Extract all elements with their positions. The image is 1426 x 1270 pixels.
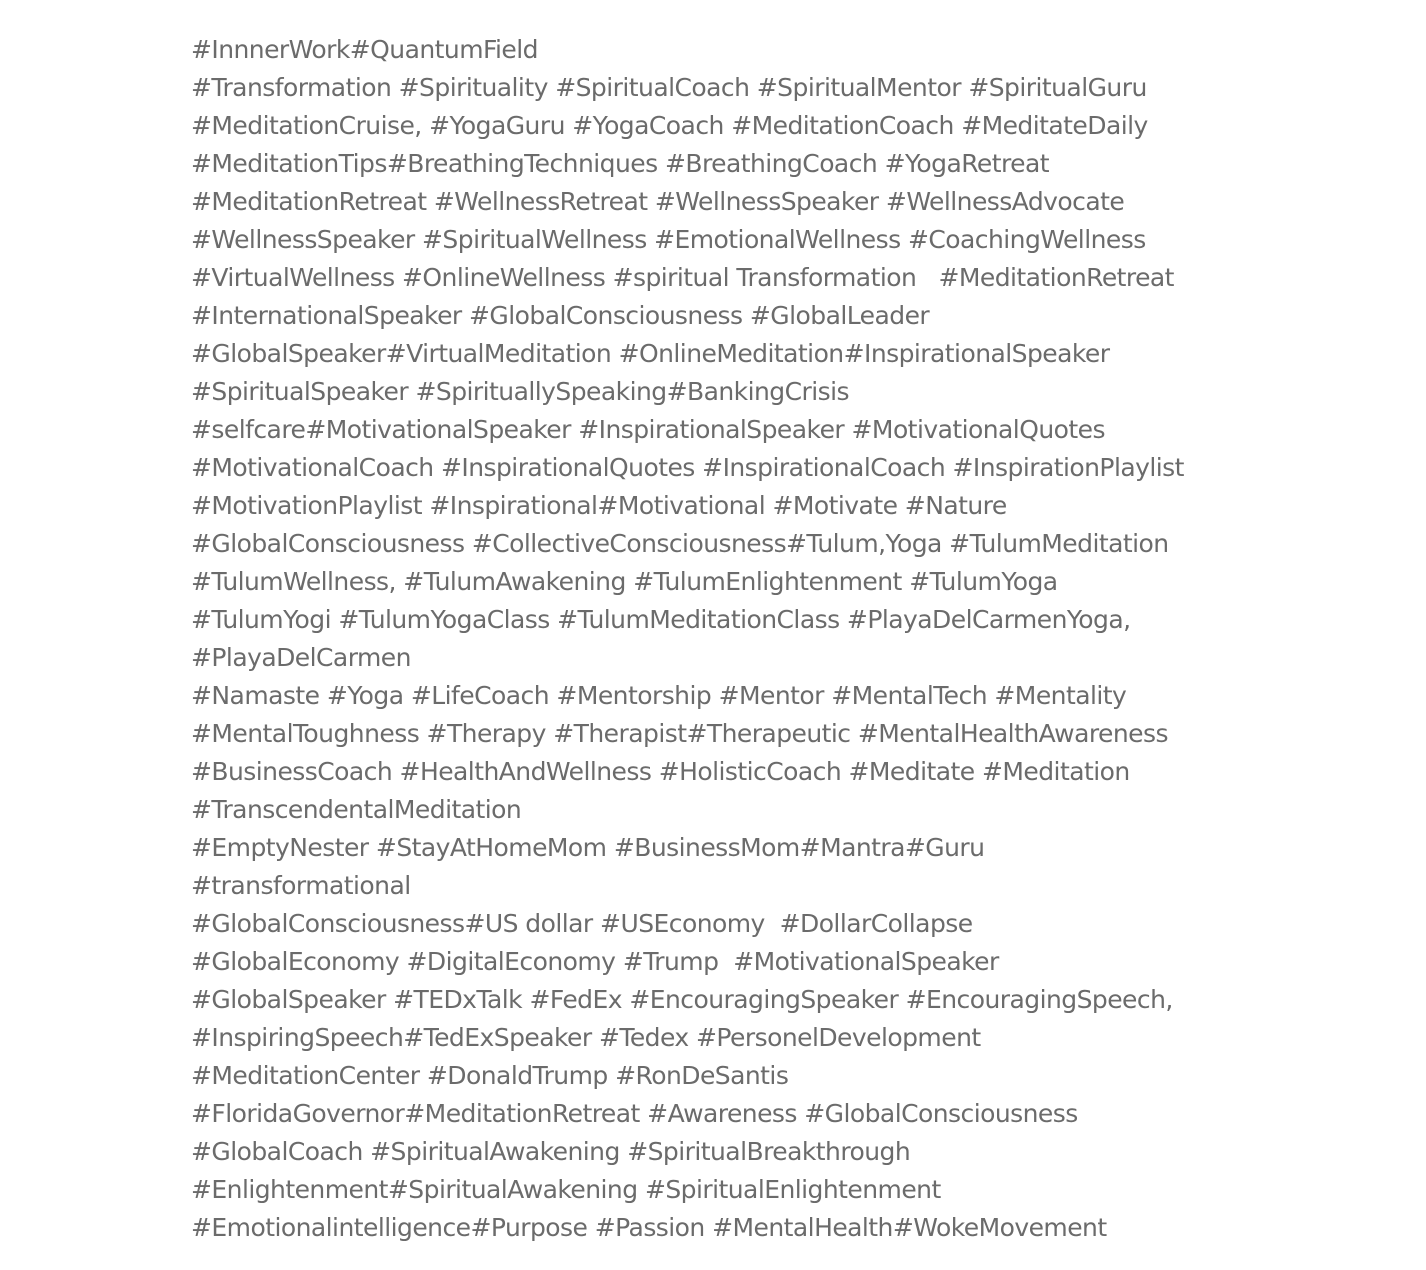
hashtag-line: #TulumYogi #TulumYogaClass #TulumMeditationClass #PlayaDelCarmenYoga, <box>191 605 1131 634</box>
hashtag-line: #WellnessSpeaker #SpiritualWellness #EmotionalWellness #CoachingWellness <box>191 225 1146 254</box>
hashtag-line: #MentalToughness #Therapy #Therapist#Therapeutic #MentalHealthAwareness <box>191 719 1168 748</box>
hashtag-line: #transformational <box>191 871 411 900</box>
hashtag-line: #GlobalConsciousness#US dollar #USEconomy #DollarCollapse <box>191 909 973 938</box>
hashtag-line: #Emotionalintelligence#Purpose #Passion #MentalHealth#WokeMovement <box>191 1213 1107 1242</box>
hashtag-line: #Namaste #Yoga #LifeCoach #Mentorship #Mentor #MentalTech #Mentality <box>191 681 1127 710</box>
hashtag-line: #PlayaDelCarmen <box>191 643 411 672</box>
hashtag-line: #MotivationalCoach #InspirationalQuotes #InspirationalCoach #InspirationPlaylist <box>191 453 1184 482</box>
hashtag-line: #InternationalSpeaker #GlobalConsciousness #GlobalLeader <box>191 301 930 330</box>
hashtag-line: #EmptyNester #StayAtHomeMom #BusinessMom#Mantra#Guru <box>191 833 985 862</box>
hashtag-line: #MotivationPlaylist #Inspirational#Motivational #Motivate #Nature <box>191 491 1007 520</box>
hashtag-line: #MeditationCenter #DonaldTrump #RonDeSantis <box>191 1061 789 1090</box>
hashtag-line: #InspiringSpeech#TedExSpeaker #Tedex #PersonelDevelopment <box>191 1023 981 1052</box>
hashtag-line: #Enlightenment#SpiritualAwakening #SpiritualEnlightenment <box>191 1175 941 1204</box>
hashtag-line: #MeditationRetreat #WellnessRetreat #WellnessSpeaker #WellnessAdvocate <box>191 187 1125 216</box>
hashtag-line: #MeditationCruise, #YogaGuru #YogaCoach #MeditationCoach #MeditateDaily <box>191 111 1148 140</box>
hashtag-line: #InnnerWork#QuantumField <box>191 35 538 64</box>
hashtag-line: #selfcare#MotivationalSpeaker #InspirationalSpeaker #MotivationalQuotes <box>191 415 1105 444</box>
hashtag-line: #Transformation #Spirituality #SpiritualCoach #SpiritualMentor #SpiritualGuru <box>191 73 1147 102</box>
hashtag-line: #GlobalEconomy #DigitalEconomy #Trump #MotivationalSpeaker <box>191 947 999 976</box>
hashtag-line: #FloridaGovernor#MeditationRetreat #Awareness #GlobalConsciousness <box>191 1099 1078 1128</box>
hashtag-line: #GlobalCoach #SpiritualAwakening #SpiritualBreakthrough <box>191 1137 911 1166</box>
hashtag-line: #GlobalSpeaker #TEDxTalk #FedEx #EncouragingSpeaker #EncouragingSpeech, <box>191 985 1173 1014</box>
hashtag-line: #GlobalSpeaker#VirtualMeditation #OnlineMeditation#InspirationalSpeaker <box>191 339 1110 368</box>
hashtag-text-block <box>191 31 1391 1247</box>
hashtag-line: #MeditationTips#BreathingTechniques #BreathingCoach #YogaRetreat <box>191 149 1050 178</box>
hashtag-line: #SpiritualSpeaker #SpirituallySpeaking#BankingCrisis <box>191 377 849 406</box>
hashtag-line: #TulumWellness, #TulumAwakening #TulumEnlightenment #TulumYoga <box>191 567 1058 596</box>
hashtag-line: #VirtualWellness #OnlineWellness #spiritual Transformation #MeditationRetreat <box>191 263 1174 292</box>
hashtag-line: #GlobalConsciousness #CollectiveConsciousness#Tulum,Yoga #TulumMeditation <box>191 529 1169 558</box>
hashtag-line: #TranscendentalMeditation <box>191 795 522 824</box>
hashtag-line: #BusinessCoach #HealthAndWellness #HolisticCoach #Meditate #Meditation <box>191 757 1130 786</box>
